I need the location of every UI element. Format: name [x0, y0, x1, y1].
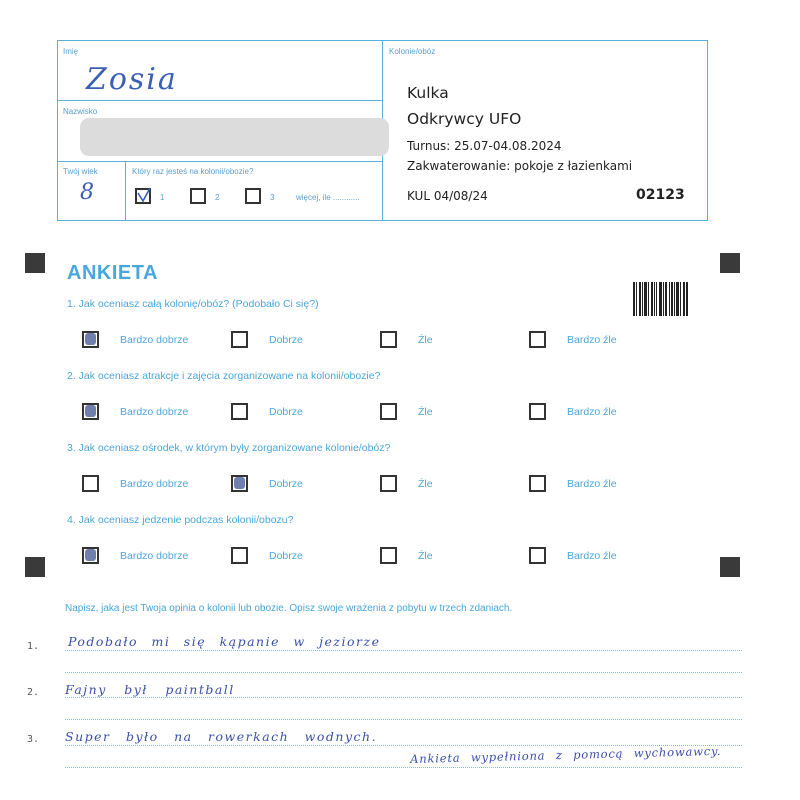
answer-2-number: 2.	[27, 687, 40, 698]
q1-option-bardzo-zle-checkbox[interactable]	[529, 331, 546, 348]
kolonie-code: KUL 04/08/24	[407, 189, 488, 203]
q2-option-zle-label: Źle	[418, 406, 433, 418]
survey-title: ANKIETA	[67, 262, 158, 284]
ktory-raz-checkbox-2[interactable]	[190, 188, 206, 204]
ktory-raz-checkbox-3[interactable]	[245, 188, 261, 204]
header-divider-age	[57, 161, 383, 162]
q2-checkmark-icon	[85, 405, 96, 417]
q4-option-bardzo-dobrze-label: Bardzo dobrze	[120, 550, 189, 562]
q3-option-bardzo-zle-checkbox[interactable]	[529, 475, 546, 492]
registration-mark-bottom-left	[25, 557, 45, 577]
registration-mark-bottom-right	[720, 557, 740, 577]
q1-option-bardzo-dobrze-label: Bardzo dobrze	[120, 334, 189, 346]
question-1: 1. Jak oceniasz całą kolonię/obóz? (Podobało Ci się?)	[67, 298, 319, 310]
wiek-value: 8	[80, 180, 94, 205]
kolonie-label: Kolonie/obóz	[389, 47, 436, 56]
q1-option-bardzo-zle-label: Bardzo źle	[567, 334, 617, 346]
registration-mark-top-right	[720, 253, 740, 273]
wiek-label: Twój wiek	[63, 167, 98, 176]
q4-option-dobrze-checkbox[interactable]	[231, 547, 248, 564]
q2-option-zle-checkbox[interactable]	[380, 403, 397, 420]
q3-option-zle-label: Źle	[418, 478, 433, 490]
ktory-raz-option-3: 3	[270, 193, 275, 202]
q1-checkmark-icon	[85, 333, 96, 345]
answer-3-text[interactable]: Super było na rowerkach wodnych.	[65, 729, 378, 744]
ktory-raz-option-2: 2	[215, 193, 220, 202]
q2-option-bardzo-zle-label: Bardzo źle	[567, 406, 617, 418]
q3-option-bardzo-dobrze-checkbox[interactable]	[82, 475, 99, 492]
ktory-raz-label: Który raz jesteś na kolonii/obozie?	[132, 167, 254, 176]
q2-option-dobrze-checkbox[interactable]	[231, 403, 248, 420]
kolonie-program: Odkrywcy UFO	[407, 110, 522, 128]
imie-label: Imię	[63, 47, 79, 56]
ktory-raz-option-more: więcej, ile ............	[296, 193, 360, 202]
q4-option-bardzo-zle-label: Bardzo źle	[567, 550, 617, 562]
q1-option-dobrze-checkbox[interactable]	[231, 331, 248, 348]
header-divider-age-vertical	[125, 161, 126, 221]
q4-checkmark-icon	[85, 549, 96, 561]
q3-option-zle-checkbox[interactable]	[380, 475, 397, 492]
turnus: Turnus: 25.07-04.08.2024	[407, 139, 562, 153]
barcode-icon	[633, 282, 689, 316]
q4-option-zle-label: Źle	[418, 550, 433, 562]
q2-option-dobrze-label: Dobrze	[269, 406, 303, 418]
q4-option-zle-checkbox[interactable]	[380, 547, 397, 564]
q3-option-dobrze-label: Dobrze	[269, 478, 303, 490]
opinion-prompt: Napisz, jaka jest Twoja opinia o kolonii lub obozie. Opisz swoje wrażenia z pobytu w trzech zdaniach.	[65, 603, 513, 614]
zakwaterowanie: Zakwaterowanie: pokoje z łazienkami	[407, 159, 633, 173]
q3-option-bardzo-zle-label: Bardzo źle	[567, 478, 617, 490]
q4-option-bardzo-zle-checkbox[interactable]	[529, 547, 546, 564]
q1-option-dobrze-label: Dobrze	[269, 334, 303, 346]
footnote: Ankieta wypełniona z pomocą wychowawcy.	[410, 743, 722, 766]
q1-option-zle-label: Źle	[418, 334, 433, 346]
q2-option-bardzo-zle-checkbox[interactable]	[529, 403, 546, 420]
question-2: 2. Jak oceniasz atrakcje i zajęcia zorganizowane na kolonii/obozie?	[67, 370, 381, 382]
checkmark-icon	[136, 186, 154, 204]
q2-option-bardzo-dobrze-label: Bardzo dobrze	[120, 406, 189, 418]
q1-option-zle-checkbox[interactable]	[380, 331, 397, 348]
answer-3-number: 3.	[27, 734, 40, 745]
answer-1-line-2	[65, 672, 742, 673]
nazwisko-label: Nazwisko	[63, 107, 98, 116]
imie-value: Zosia	[86, 62, 178, 97]
question-3: 3. Jak oceniasz ośrodek, w którym były zorganizowane kolonie/obóz?	[67, 442, 391, 454]
answer-1-text[interactable]: Podobało mi się kąpanie w jeziorze	[68, 634, 381, 649]
answer-3-line-2	[65, 767, 742, 768]
q3-option-bardzo-dobrze-label: Bardzo dobrze	[120, 478, 189, 490]
header-divider-name	[57, 100, 383, 101]
q4-option-dobrze-label: Dobrze	[269, 550, 303, 562]
answer-2-line	[65, 697, 742, 698]
registration-mark-top-left	[25, 253, 45, 273]
answer-1-line	[65, 650, 742, 651]
kolonie-name: Kulka	[407, 84, 449, 102]
q3-checkmark-icon	[234, 477, 245, 489]
ktory-raz-option-1: 1	[160, 193, 165, 202]
answer-2-line-2	[65, 719, 742, 720]
nazwisko-redacted	[80, 118, 389, 156]
form-number: 02123	[636, 187, 685, 203]
answer-1-number: 1.	[27, 641, 40, 652]
answer-2-text[interactable]: Fajny był paintball	[65, 682, 235, 697]
question-4: 4. Jak oceniasz jedzenie podczas kolonii/obozu?	[67, 514, 294, 526]
